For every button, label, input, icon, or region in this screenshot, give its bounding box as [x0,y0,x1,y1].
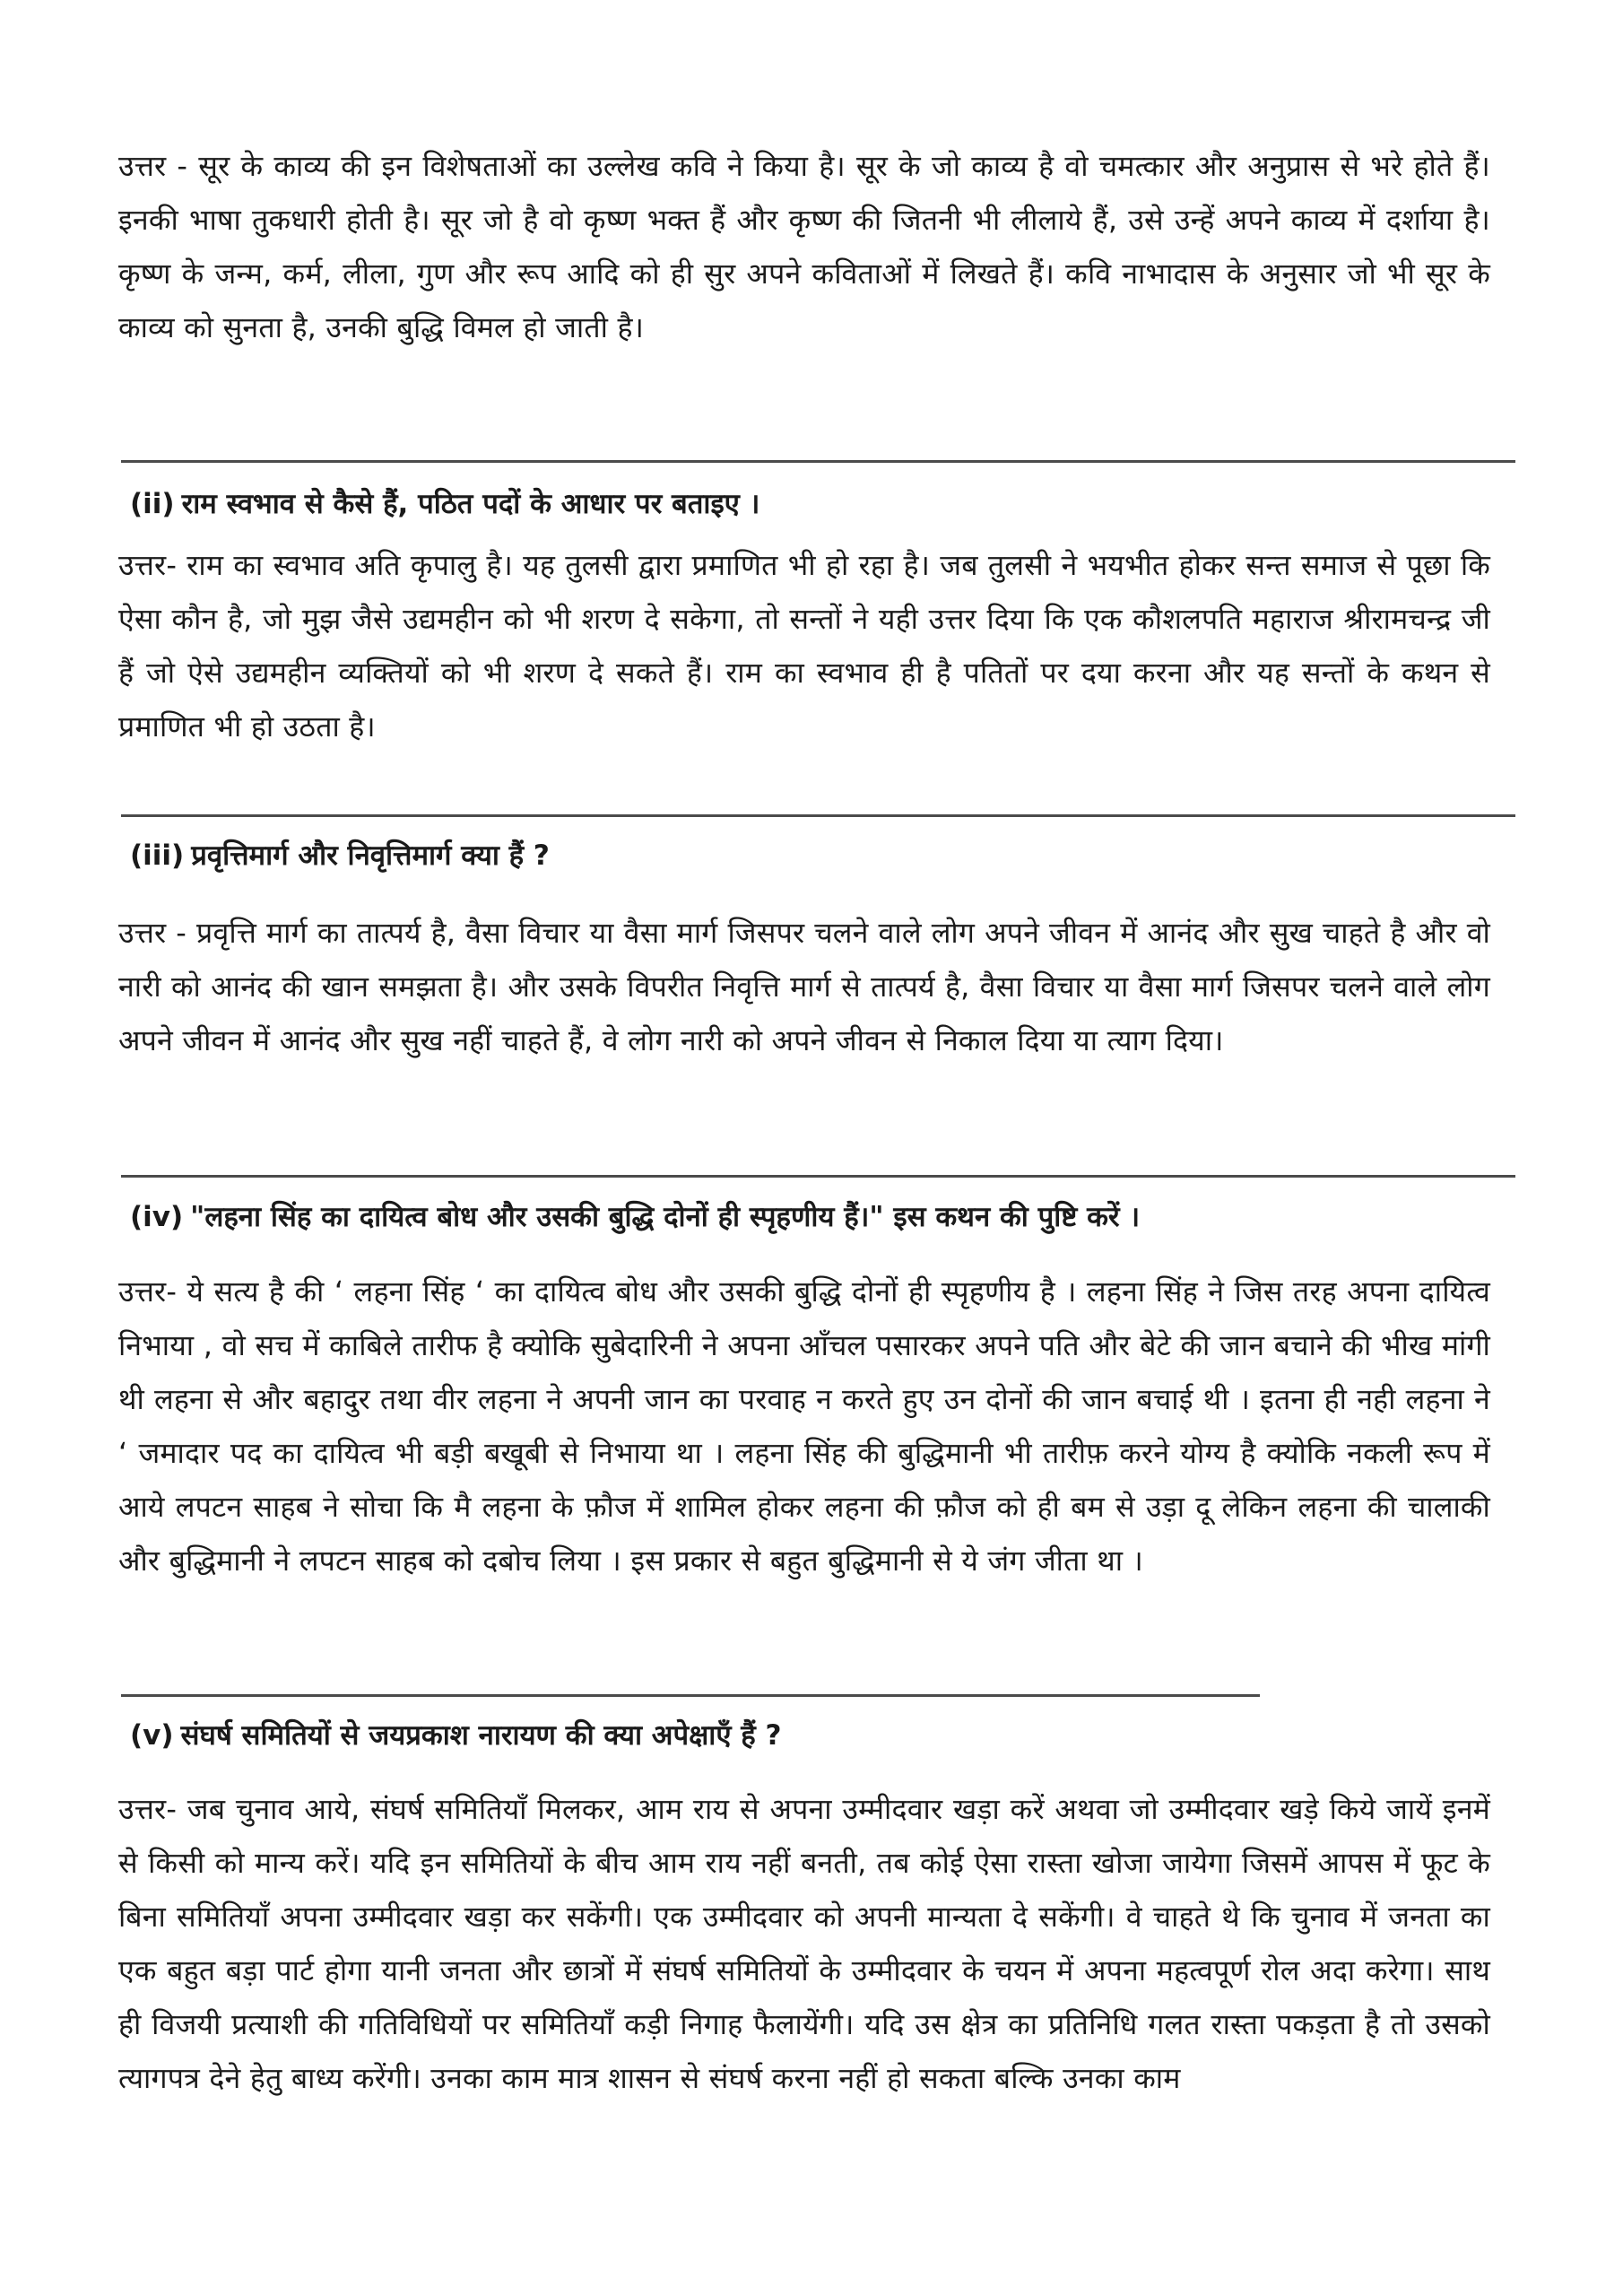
question-heading-3 [130,833,1529,878]
question-heading-4 [130,1195,1529,1239]
question-text: प्रवृत्तिमार्ग और निवृत्तिमार्ग क्या हैं ? [191,839,550,872]
question-number: (iv) [130,1201,184,1233]
question-number: (v) [130,1719,174,1752]
answer-paragraph-5: उत्तर- जब चुनाव आये, संघर्ष समितियाँ मिलकर, आम राय से अपना उम्मीदवार खड़ा करें अथवा जो उम्मीदवार खड़े किये जायें इनमें से किसी को मान्य करें। यदि इन समितियों के बीच आम राय नहीं बनती, तब कोई ऐसा रास्ता खोजा जायेगा जिसमें आपस में फूट के बिना समितियाँ अपना उम्मीदवार खड़ा कर सकेंगी। एक उम्मीदवार को अपनी मान्यता दे सकेंगी। वे चाहते थे कि चुनाव में जनता का एक बहुत बड़ा पार्ट होगा यानी जनता और छात्रों में संघर्ष समितियों के उम्मीदवार के चयन में अपना महत्वपूर्ण रोल अदा करेगा। साथ ही विजयी प्रत्याशी की गतिविधियों पर समितियाँ कड़ी निगाह फैलायेंगी। यदि उस क्षेत्र का प्रतिनिधि गलत रास्ता पकड़ता है तो उसको त्यागपत्र देने हेतु बाध्य करेंगी। उनका काम मात्र शासन से संघर्ष करना नहीं हो सकता बल्कि उनका काम [118,1792,1490,2095]
question-number: (ii) [130,488,175,520]
section-divider [121,814,1515,817]
answer-paragraph-3: उत्तर - प्रवृत्ति मार्ग का तात्पर्य है, वैसा विचार या वैसा मार्ग जिसपर चलने वाले लोग अपने जीवन में आनंद और सुख चाहते है और वो नारी को आनंद की खान समझता है। और उसके विपरीत निवृत्ति मार्ग से तात्पर्य है, वैसा विचार या वैसा मार्ग जिसपर चलने वाले लोग अपने जीवन में आनंद और सुख नहीं चाहते हैं, वे लोग नारी को अपने जीवन से निकाल दिया या त्याग दिया। [118,916,1490,1057]
question-text: संघर्ष समितियों से जयप्रकाश नारायण की क्या अपेक्षाएँ हैं ? [180,1719,782,1752]
section-divider [121,1175,1515,1178]
question-text: राम स्वभाव से कैसे हैं, पठित पदों के आधार पर बताइए । [181,488,760,520]
answer-paragraph-2: उत्तर- राम का स्वभाव अति कृपालु है। यह तुलसी द्वारा प्रमाणित भी हो रहा है। जब तुलसी ने भयभीत होकर सन्त समाज से पूछा कि ऐसा कौन है, जो मुझ जैसे उद्यमहीन को भी शरण दे सकेगा, तो सन्तों ने यही उत्तर दिया कि एक कौशलपति महाराज श्रीरामचन्द्र जी हैं जो ऐसे उद्यमहीन व्यक्तियों को भी शरण दे सकते हैं। राम का स्वभाव ही है पतितों पर दया करना और यह सन्तों के कथन से प्रमाणित भी हो उठता है। [118,548,1490,744]
question-heading-5 [130,1713,1529,1758]
answer-paragraph-1: उत्तर - सूर के काव्य की इन विशेषताओं का उल्लेख कवि ने किया है। सूर के जो काव्य है वो चमत्कार और अनुप्रास से भरे होते हैं। इनकी भाषा तुकधारी होती है। सूर जो है वो कृष्ण भक्त हैं और कृष्ण की जितनी भी लीलाये हैं, उसे उन्हें अपने काव्य में दर्शाया है। कृष्ण के जन्म, कर्म, लीला, गुण और रूप आदि को ही सुर अपने कविताओं में लिखते हैं। कवि नाभादास के अनुसार जो भी सूर के काव्य को सुनता है, उनकी बुद्धि विमल हो जाती है। [118,149,1490,344]
section-divider [121,1694,1260,1697]
answer-paragraph-4: उत्तर- ये सत्य है की ‘ लहना सिंह ‘ का दायित्व बोध और उसकी बुद्धि दोनों ही स्पृहणीय है । लहना सिंह ने जिस तरह अपना दायित्व निभाया , वो सच में काबिले तारीफ है क्योकि सुबेदारिनी ने अपना आँचल पसारकर अपने पति और बेटे की जान बचाने की भीख मांगी थी लहना से और बहादुर तथा वीर लहना ने अपनी जान का परवाह न करते हुए उन दोनों की जान बचाई थी । इतना ही नही लहना ने ‘ जमादार पद का दायित्व भी बड़ी बखूबी से निभाया था । लहना सिंह की बुद्धिमानी भी तारीफ़ करने योग्य है क्योकि नकली रूप में आये लपटन साहब ने सोचा कि मै लहना के फ़ौज में शामिल होकर लहना की फ़ौज को ही बम से उड़ा दू लेकिन लहना की चालाकी और बुद्धिमानी ने लपटन साहब को दबोच लिया । इस प्रकार से बहुत बुद्धिमानी से ये जंग जीता था । [118,1274,1490,1578]
section-divider [121,460,1515,463]
question-number: (iii) [130,839,185,872]
question-text: "लहना सिंह का दायित्व बोध और उसकी बुद्धि दोनों ही स्पृहणीय हैं।" इस कथन की पुष्टि करें । [190,1201,1141,1233]
question-heading-2 [130,482,1529,526]
